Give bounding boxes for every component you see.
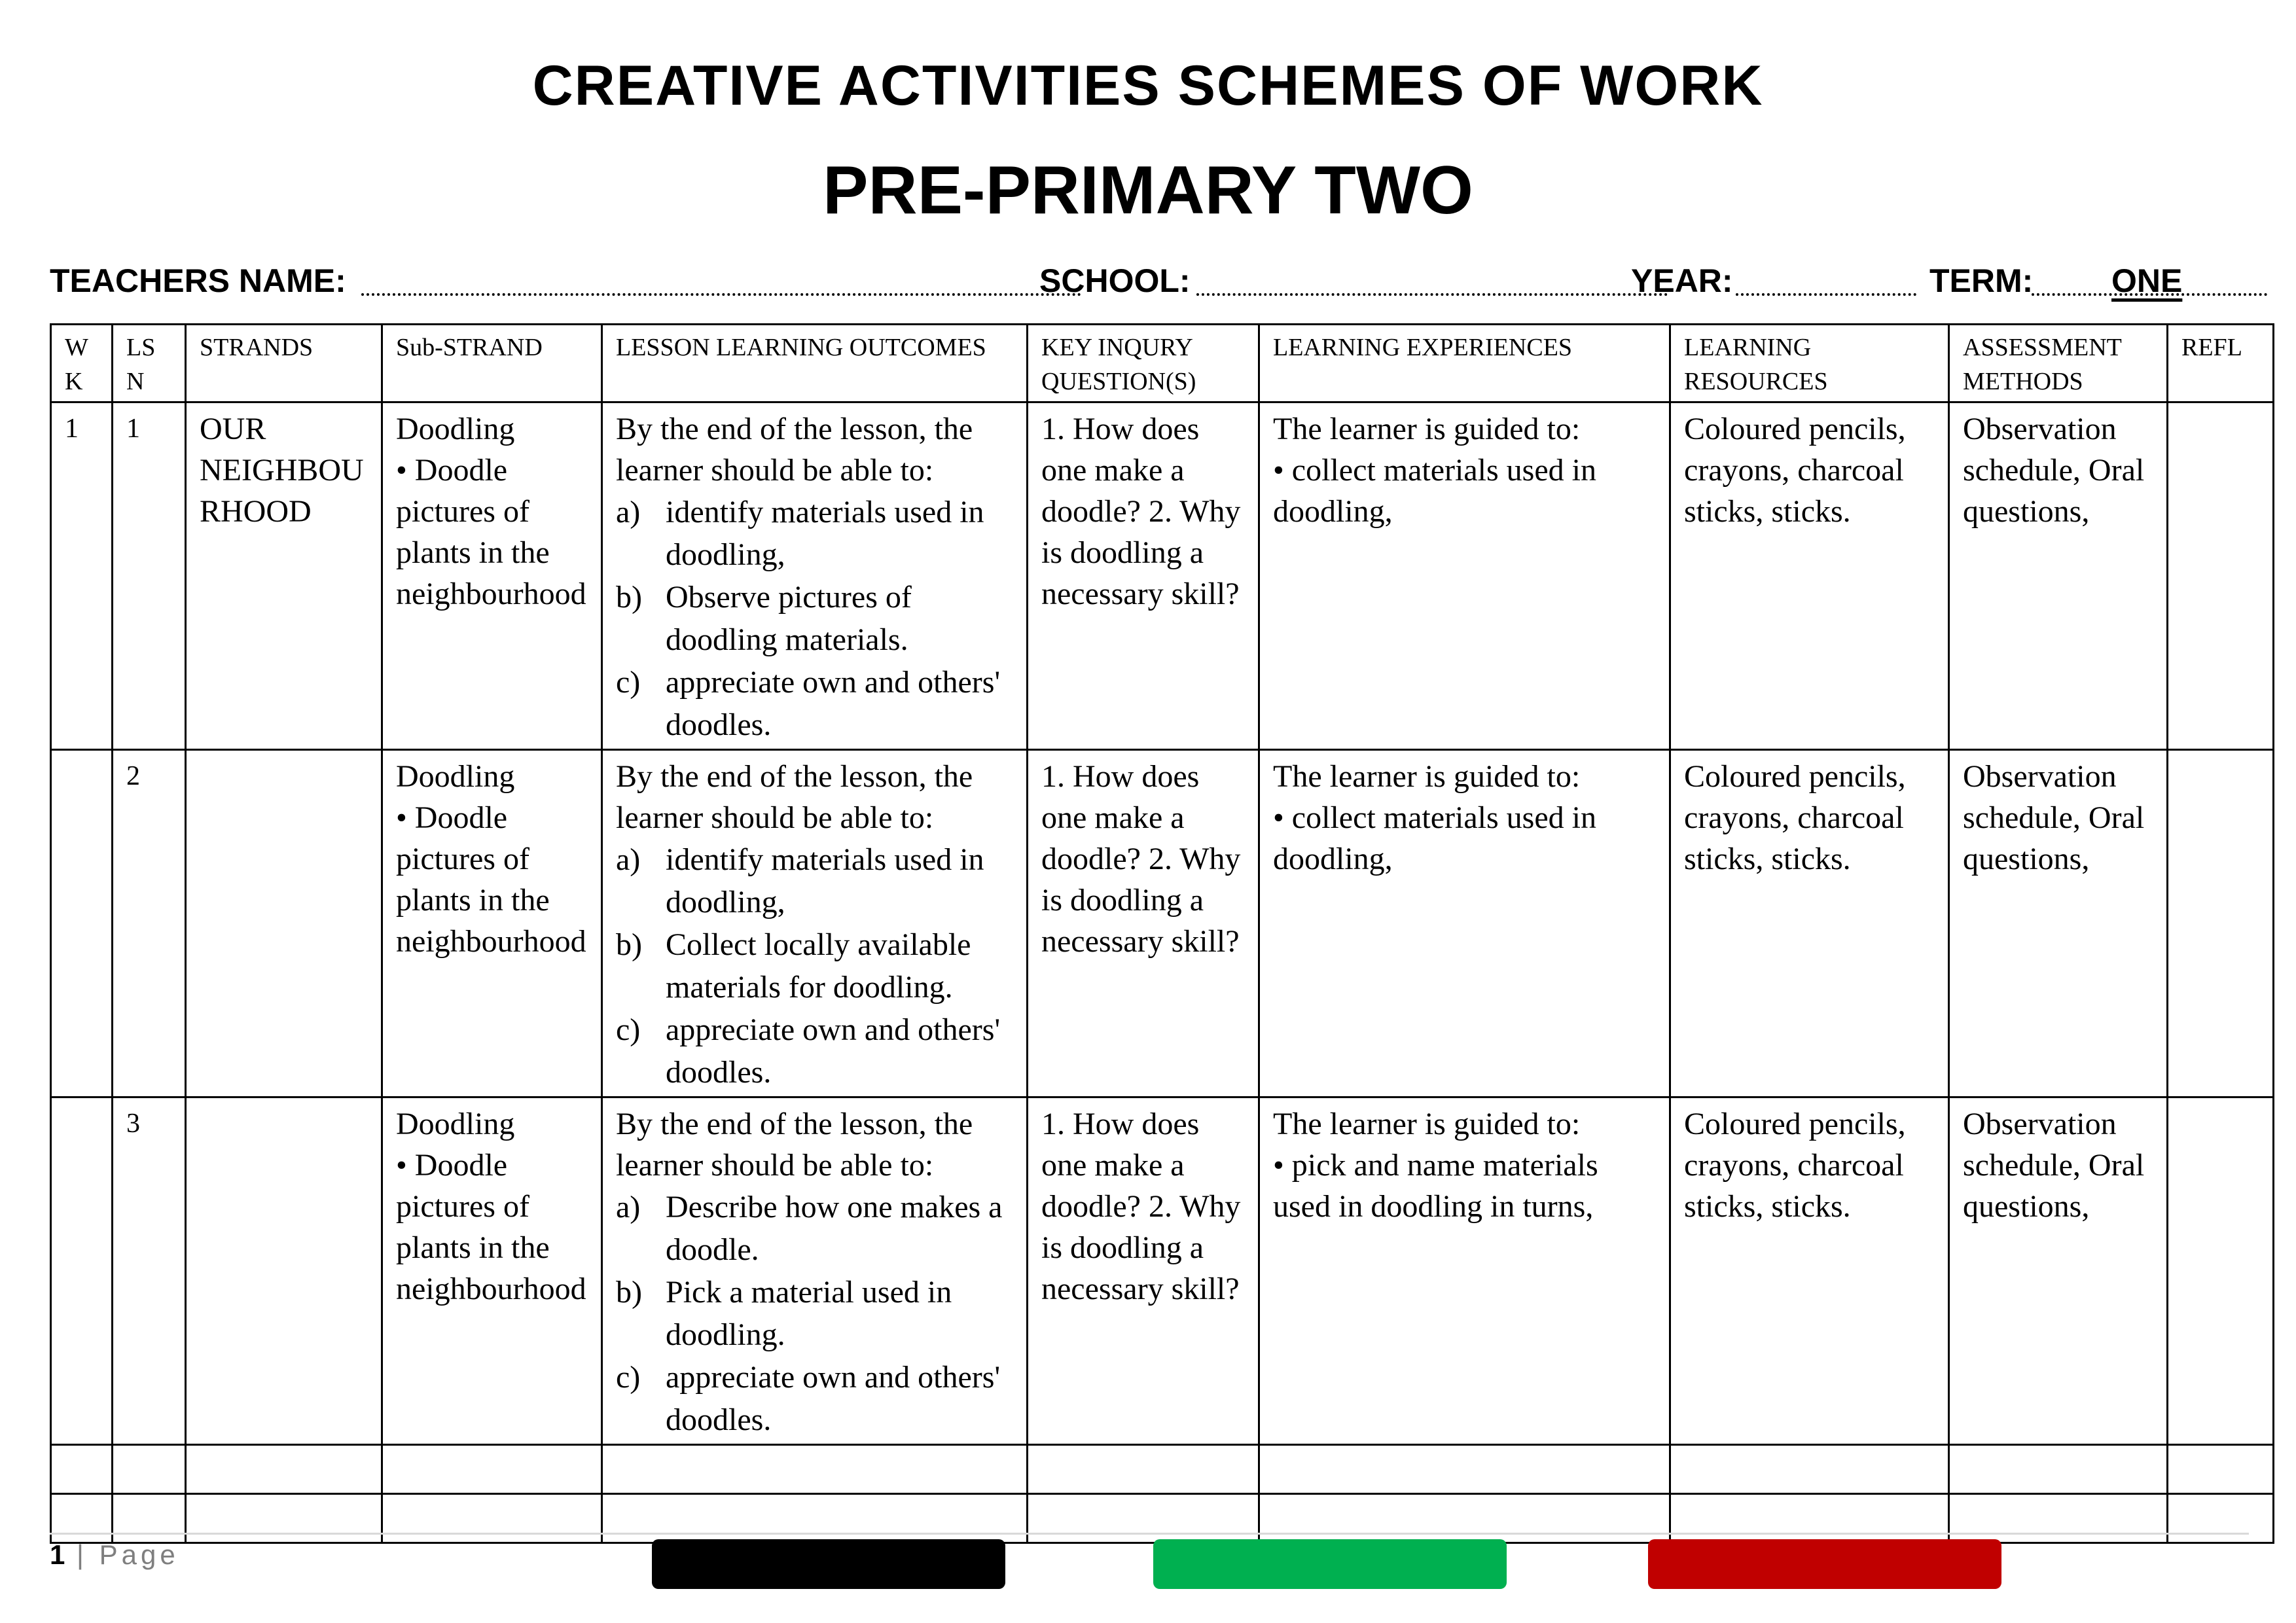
outcome-item (616, 491, 1016, 576)
term-value: ONE (2111, 262, 2183, 299)
empty-table-row (51, 1445, 2274, 1494)
schemes-of-work-table (50, 323, 2274, 1544)
outcome-text: appreciate own and others' doodles. (666, 1012, 1001, 1090)
empty-cell (602, 1445, 1028, 1494)
experiences-cell (1259, 750, 1670, 1097)
outcome-text: identify materials used in doodling, (666, 495, 984, 572)
school-label: SCHOOL: (1039, 262, 1191, 299)
experience-intro: The learner is guided to: (1273, 759, 1581, 794)
year-field (1736, 293, 1916, 296)
teacher-name-field (361, 293, 1081, 296)
empty-cell (1670, 1494, 1949, 1543)
school-field (1196, 293, 1668, 296)
resources-cell: Coloured pencils, crayons, charcoal sticks, sticks. (1670, 402, 1949, 750)
empty-cell (1949, 1445, 2168, 1494)
week-cell (51, 750, 113, 1097)
empty-cell (2168, 1494, 2274, 1543)
sub-strand-cell (382, 402, 602, 750)
footer-red-bar (1648, 1539, 2001, 1589)
term-label: TERM: (1929, 262, 2034, 299)
header-assessment-methods: ASSESSMENT METHODS (1949, 325, 2168, 402)
outcome-marker: a) (616, 1190, 641, 1224)
footer-green-bar (1153, 1539, 1507, 1589)
page-number: 1 (50, 1539, 65, 1570)
resources-cell: Coloured pencils, crayons, charcoal sticks, sticks. (1670, 1097, 1949, 1445)
assessment-cell: Observation schedule, Oral questions, (1949, 1097, 2168, 1445)
outcome-text: Describe how one makes a doodle. (666, 1190, 1003, 1267)
resources-cell: Coloured pencils, crayons, charcoal sticks, sticks. (1670, 750, 1949, 1097)
outcome-marker: b) (616, 927, 642, 962)
sub-strand-item: • Doodle pictures of plants in the neighbourhood (396, 800, 586, 959)
outcome-marker: b) (616, 1275, 642, 1310)
week-cell (51, 1097, 113, 1445)
header-strands: STRANDS (186, 325, 382, 402)
outcomes-cell (602, 750, 1028, 1097)
outcome-marker: c) (616, 1360, 641, 1395)
header-learning-resources: LEARNING RESOURCES (1670, 325, 1949, 402)
teacher-name-label: TEACHERS NAME: (50, 262, 346, 299)
header-key-inquiry: KEY INQURY QUESTION(S) (1028, 325, 1259, 402)
outcomes-list (616, 1186, 1016, 1441)
outcome-item (616, 1271, 1016, 1356)
inquiry-cell: 1. How does one make a doodle? 2. Why is doodling a necessary skill? (1028, 402, 1259, 750)
sub-strand-item: • Doodle pictures of plants in the neighbourhood (396, 453, 586, 611)
outcomes-intro: By the end of the lesson, the learner should be able to: (616, 759, 973, 835)
outcomes-cell (602, 1097, 1028, 1445)
sub-strand-title: Doodling (396, 412, 515, 446)
outcome-text: identify materials used in doodling, (666, 842, 984, 919)
experience-item: • pick and name materials used in doodling in turns, (1273, 1148, 1598, 1224)
reflection-cell (2168, 402, 2274, 750)
footer-divider (50, 1533, 2249, 1535)
empty-cell (1028, 1445, 1259, 1494)
empty-cell (186, 1494, 382, 1543)
outcome-item (616, 1186, 1016, 1271)
outcome-marker: a) (616, 842, 641, 877)
empty-cell (1949, 1494, 2168, 1543)
outcome-text: Pick a material used in doodling. (666, 1275, 952, 1352)
empty-cell (382, 1494, 602, 1543)
table-header-row (51, 325, 2274, 402)
empty-cell (382, 1445, 602, 1494)
outcome-text: Observe pictures of doodling materials. (666, 580, 912, 657)
experience-intro: The learner is guided to: (1273, 412, 1581, 446)
outcomes-cell (602, 402, 1028, 750)
outcome-item (616, 661, 1016, 746)
outcomes-list (616, 838, 1016, 1094)
outcomes-list (616, 491, 1016, 746)
header-reflection: REFL (2168, 325, 2274, 402)
outcome-text: appreciate own and others' doodles. (666, 1360, 1001, 1437)
outcome-item (616, 576, 1016, 661)
outcome-text: appreciate own and others' doodles. (666, 665, 1001, 742)
outcome-marker: b) (616, 580, 642, 615)
outcome-item (616, 1008, 1016, 1094)
table-row (51, 1097, 2274, 1445)
experiences-cell (1259, 1097, 1670, 1445)
header-lesson: LS N (113, 325, 186, 402)
document-title: CREATIVE ACTIVITIES SCHEMES OF WORK (532, 54, 1764, 117)
lesson-cell: 3 (113, 1097, 186, 1445)
experience-item: • collect materials used in doodling, (1273, 453, 1596, 529)
sub-strand-cell (382, 1097, 602, 1445)
experience-item: • collect materials used in doodling, (1273, 800, 1596, 876)
week-cell: 1 (51, 402, 113, 750)
outcome-item (616, 923, 1016, 1008)
empty-cell (602, 1494, 1028, 1543)
strand-cell: OUR NEIGHBOU RHOOD (186, 402, 382, 750)
empty-cell (1028, 1494, 1259, 1543)
document-subtitle: PRE-PRIMARY TWO (823, 152, 1473, 228)
sub-strand-item: • Doodle pictures of plants in the neighbourhood (396, 1148, 586, 1306)
assessment-cell: Observation schedule, Oral questions, (1949, 402, 2168, 750)
outcome-text: Collect locally available materials for doodling. (666, 927, 971, 1005)
outcomes-intro: By the end of the lesson, the learner should be able to: (616, 412, 973, 488)
header-learning-outcomes: LESSON LEARNING OUTCOMES (602, 325, 1028, 402)
empty-cell (51, 1445, 113, 1494)
assessment-cell: Observation schedule, Oral questions, (1949, 750, 2168, 1097)
header-week: W K (51, 325, 113, 402)
empty-cell (2168, 1445, 2274, 1494)
year-label: YEAR: (1631, 262, 1733, 299)
sub-strand-title: Doodling (396, 759, 515, 794)
page-label: | Page (77, 1539, 179, 1570)
table-row (51, 750, 2274, 1097)
sub-strand-cell (382, 750, 602, 1097)
lesson-cell: 1 (113, 402, 186, 750)
strand-cell (186, 750, 382, 1097)
lesson-cell: 2 (113, 750, 186, 1097)
inquiry-cell: 1. How does one make a doodle? 2. Why is doodling a necessary skill? (1028, 1097, 1259, 1445)
page-footer (50, 1539, 179, 1571)
footer-black-bar (652, 1539, 1005, 1589)
inquiry-cell: 1. How does one make a doodle? 2. Why is doodling a necessary skill? (1028, 750, 1259, 1097)
outcome-marker: a) (616, 495, 641, 529)
reflection-cell (2168, 750, 2274, 1097)
header-sub-strand: Sub-STRAND (382, 325, 602, 402)
outcome-item (616, 1356, 1016, 1441)
header-learning-experiences: LEARNING EXPERIENCES (1259, 325, 1670, 402)
experience-intro: The learner is guided to: (1273, 1107, 1581, 1141)
outcome-marker: c) (616, 665, 641, 700)
empty-cell (113, 1445, 186, 1494)
outcomes-intro: By the end of the lesson, the learner should be able to: (616, 1107, 973, 1183)
empty-cell (1670, 1445, 1949, 1494)
outcome-item (616, 838, 1016, 923)
empty-cell (1259, 1494, 1670, 1543)
table-row (51, 402, 2274, 750)
empty-table-row (51, 1494, 2274, 1543)
strand-cell (186, 1097, 382, 1445)
empty-cell (186, 1445, 382, 1494)
reflection-cell (2168, 1097, 2274, 1445)
empty-cell (51, 1494, 113, 1543)
experiences-cell (1259, 402, 1670, 750)
empty-cell (1259, 1445, 1670, 1494)
empty-cell (113, 1494, 186, 1543)
outcome-marker: c) (616, 1012, 641, 1047)
sub-strand-title: Doodling (396, 1107, 515, 1141)
